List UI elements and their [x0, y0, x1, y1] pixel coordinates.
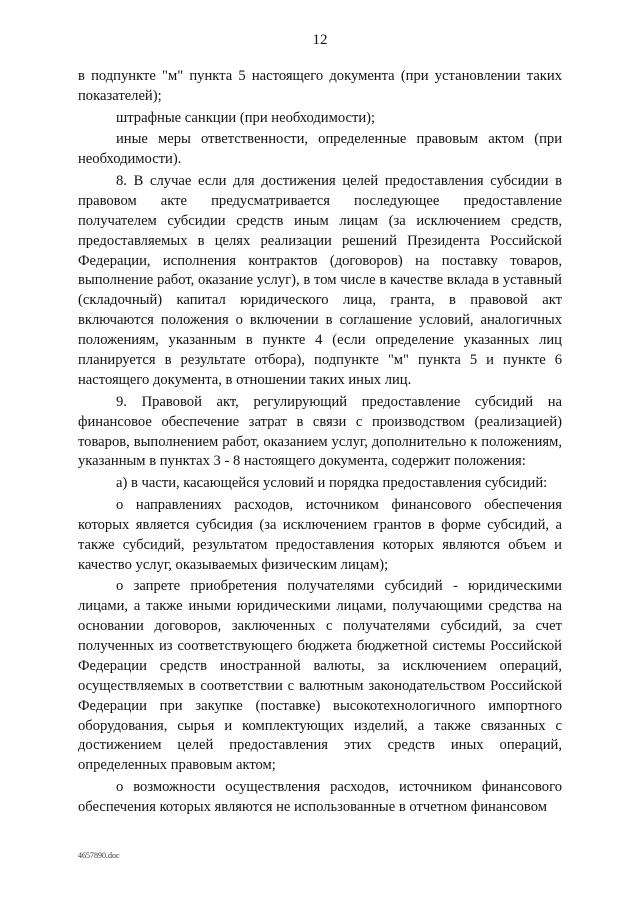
document-body [78, 67, 562, 820]
paragraph: о возможности осуществления расходов, источником финансового обеспечения которых являются не использованные в отчетном финансовом [78, 779, 562, 815]
paragraph: 9. Правовой акт, регулирующий предоставление субсидий на финансовое обеспечение затрат в связи с производством (реализацией) товаров, выполнением работ, оказанием услуг, дополнительно к положениям, указанным в пунктах 3 - 8 настоящего документа, содержит положения: [78, 393, 562, 470]
paragraph: в подпункте "м" пункта 5 настоящего документа (при установлении таких показателей); [78, 68, 562, 104]
page-number: 12 [312, 32, 328, 48]
paragraph: а) в части, касающейся условий и порядка предоставления субсидий: [116, 475, 548, 492]
paragraph: штрафные санкции (при необходимости); [116, 109, 376, 126]
paragraph: иные меры ответственности, определенные правовым актом (при необходимости). [78, 131, 562, 168]
footer-filename: 4657890.doc [78, 851, 120, 860]
paragraph: 8. В случае если для достижения целей предоставления субсидии в правовом акте предусматривается последующее предоставление получателем субсидии средств иным лицам (за исключением средств, предоставляемых в целях реализации решений Президента Российской Федерации, исполнения контрактов (договоров) на поставку товаров, выполнение работ, оказание услуг), в том числе в качестве вклада в уставный (складочный) капитал юридического лица, гранта, в правовой акт включаются положения о включении в соглашение условий, аналогичных положениям, указанным в пункте 4 (если определение указанных лиц планируется в результате отбора), подпункте "м" пункта 5 и пункте 6 настоящего документа, в отношении таких иных лиц. [78, 172, 562, 388]
paragraph: о направлениях расходов, источником финансового обеспечения которых является субсидия (за исключением грантов в форме субсидий, а также субсидий, результатом предоставления которых являются объем и качество услуг, оказываемых физическим лицам); [78, 496, 562, 573]
paragraph: о запрете приобретения получателями субсидий - юридическими лицами, а также иными юридическими лицами, получающими средства на основании договоров, заключенных с получателями субсидий, за счет полученных из соответствующего бюджета бюджетной системы Российской Федерации средств иностранной валюты, за исключением операций, осуществляемых в соответствии с валютным законодательством Российской Федерации при закупке (поставке) высокотехнологичного импортного оборудования, сырья и комплектующих изделий, а также связанных с достижением целей предоставления этих средств иных операций, определенных правовым актом; [78, 578, 562, 774]
